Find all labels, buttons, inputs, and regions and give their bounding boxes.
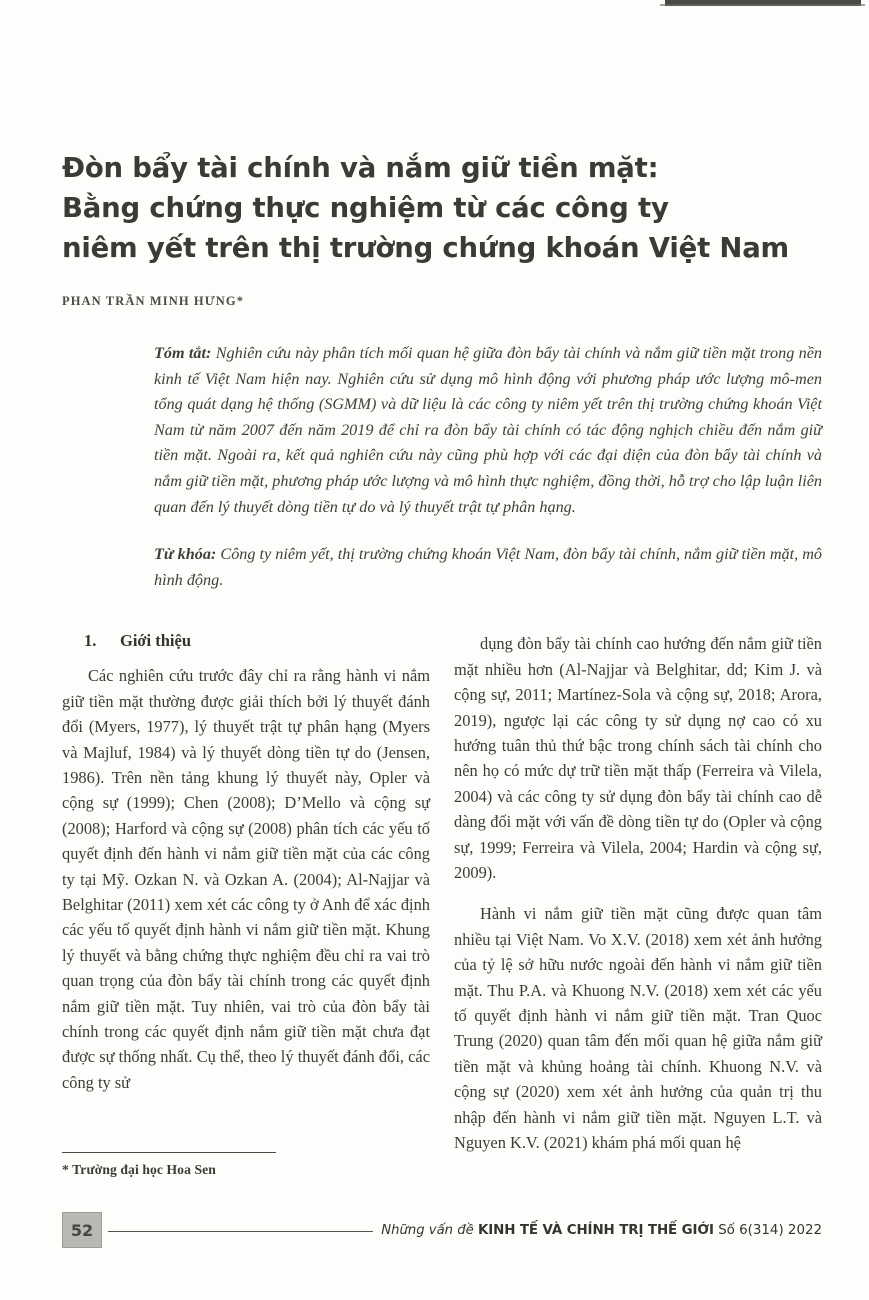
- journal-name: KINH TẾ VÀ CHÍNH TRỊ THẾ GIỚI: [477, 1222, 714, 1238]
- paragraph-left-1: Các nghiên cứu trước đây chỉ ra rằng hành vi nắm giữ tiền mặt thường được giải thích bởi lý thuyết đánh đổi (Myers, 1977), lý thuyết trật tự phân hạng (Myers và Majluf, 1984) và lý thuyết dòng tiền tự do (Jensen, 1986). Trên nền tảng khung lý thuyết này, Opler và cộng sự (1999); Chen (2008); D’Mello và cộng sự (2008); Harford và cộng sự (2008) phân tích các yếu tố quyết định đến hành vi nắm giữ tiền mặt của các công ty tại Mỹ. Ozkan N. và Ozkan A. (2004); Al-Najjar và Belghitar (2011) xem xét các công ty ở Anh để xác định các yếu tố quyết định hành vi nắm giữ tiền mặt. Khung lý thuyết và bằng chứng thực nghiệm đều chỉ ra vai trò quan trọng của đòn bẩy tài chính trong các quyết định nắm giữ tiền mặt. Tuy nhiên, vai trò của đòn bẩy tài chính trong các quyết định nắm giữ tiền mặt chưa đạt được sự thống nhất. Cụ thể, theo lý thuyết đánh đổi, các công ty sử: [62, 666, 430, 1092]
- footnote-text: * Trường đại học Hoa Sen: [62, 1162, 216, 1177]
- keywords-label: Từ khóa:: [154, 545, 217, 564]
- page-footer: [62, 1212, 822, 1248]
- section-number: 1.: [84, 631, 97, 651]
- author-name: PHAN TRẦN MINH HƯNG*: [62, 294, 245, 308]
- footnote-divider: [62, 1152, 276, 1153]
- page-content: [62, 0, 822, 1155]
- title-line-2: Bằng chứng thực nghiệm từ các công ty: [62, 192, 669, 224]
- keywords-paragraph: [154, 542, 822, 593]
- section-title: Giới thiệu: [120, 631, 192, 651]
- title-line-1: Đòn bẩy tài chính và nắm giữ tiền mặt:: [62, 152, 659, 184]
- abstract-text: Nghiên cứu này phân tích mối quan hệ giữa đòn bẩy tài chính và nắm giữ tiền mặt trong nền kinh tế Việt Nam hiện nay. Nghiên cứu sử dụng mô hình động với phương pháp ước lượng mô-men tổng quát dạng hệ thống (SGMM) và dữ liệu là các công ty niêm yết trên thị trường chứng khoán Việt Nam từ năm 2007 đến năm 2019 để chỉ ra đòn bẩy tài chính có tác động nghịch chiều đến nắm giữ tiền mặt. Ngoài ra, kết quả nghiên cứu này cũng phù hợp với các đại diện của đòn bẩy tài chính và nắm giữ tiền mặt, phương pháp ước lượng và mô hình thực nghiệm, đồng thời, hỗ trợ cho lập luận liên quan đến lý thuyết dòng tiền tự do và lý thuyết trật tự phân hạng.: [154, 344, 822, 516]
- journal-citation: [381, 1223, 822, 1238]
- title-line-3: niêm yết trên thị trường chứng khoán Việt Nam: [62, 232, 790, 264]
- paragraph-right-1: dụng đòn bẩy tài chính cao hướng đến nắm giữ tiền mặt nhiều hơn (Al-Najjar và Belghitar, dd; Kim J. và cộng sự, 2011; Martínez-Sola và cộng sự, 2018; Arora, 2019), ngược lại các công ty sử dụng nợ cao có xu hướng tuân thủ thứ bậc trong chính sách tài chính cho nên họ có mức dự trữ tiền mặt thấp (Ferreira và Vilela, 2004) và các công ty sử dụng đòn bẩy tài chính cao dễ dàng đối mặt với vấn đề dòng tiền tự do (Opler và cộng sự, 1999; Ferreira và Vilela, 2004; Hardin và cộng sự, 2009).: [454, 634, 822, 882]
- column-left: [62, 631, 430, 1155]
- footnote: [62, 1152, 430, 1178]
- keywords-text: Công ty niêm yết, thị trường chứng khoán Việt Nam, đòn bẩy tài chính, nắm giữ tiền mặt, mô hình động.: [154, 545, 822, 589]
- journal-issue: Số 6(314) 2022: [718, 1222, 822, 1238]
- abstract-block: [154, 341, 822, 593]
- abstract-label: Tóm tắt:: [154, 344, 212, 362]
- journal-prefix: Những vấn đề: [381, 1222, 474, 1238]
- page-number: 52: [62, 1212, 102, 1248]
- column-right: [454, 631, 822, 1155]
- footer-divider: [108, 1231, 373, 1232]
- page-title: [62, 148, 822, 268]
- section-heading: [62, 631, 430, 651]
- abstract-paragraph: [154, 341, 822, 520]
- paragraph-right-2: Hành vi nắm giữ tiền mặt cũng được quan tâm nhiều tại Việt Nam. Vo X.V. (2018) xem xét ảnh hưởng của tỷ lệ sở hữu nước ngoài đến hành vi nắm giữ tiền mặt. Thu P.A. và Khuong N.V. (2018) xem xét các yếu tố quyết định hành vi nắm giữ tiền mặt. Tran Quoc Trung (2020) quan tâm đến mối quan hệ giữa nắm giữ tiền mặt và khủng hoảng tài chính. Khuong N.V. và cộng sự (2020) xem xét ảnh hưởng của quản trị thu nhập đến hành vi nắm giữ tiền mặt. Nguyen L.T. và Nguyen K.V. (2021) khám phá mối quan hệ: [454, 904, 822, 1153]
- body-columns: [62, 631, 822, 1155]
